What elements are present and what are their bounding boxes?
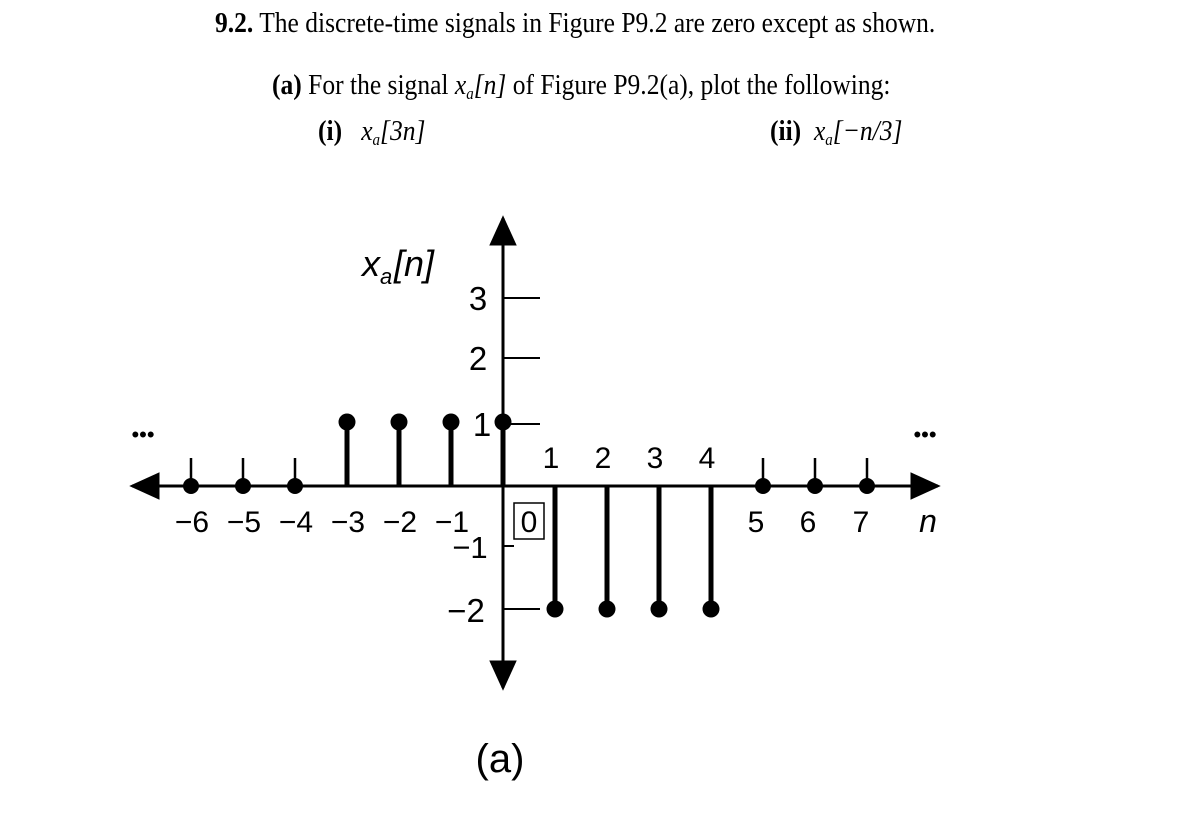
item-ii-label: (ii) [770, 115, 802, 147]
stem-dot-nneg4 [287, 478, 303, 494]
y-tick-label-1: 1 [472, 406, 492, 443]
stem-dot-n7 [859, 478, 875, 494]
y-label-symbol: x [362, 243, 380, 284]
stem-dot-n5 [755, 478, 771, 494]
figure-caption: (a) [475, 737, 525, 781]
x-tick-label-7: 7 [852, 506, 870, 539]
y-label-subscript: a [380, 264, 393, 289]
y-axis-label [360, 243, 435, 289]
y-tick-label-neg1: −1 [452, 530, 488, 565]
x-tick-label-neg1: −1 [434, 506, 470, 539]
item-ii-arg: [−n/3] [832, 115, 903, 147]
x-tick-label-neg6: −6 [174, 506, 210, 539]
y-tick-label-3: 3 [468, 280, 488, 317]
continuation-left: ••• [131, 422, 155, 447]
x-tick-label-2: 2 [594, 442, 612, 475]
stem-dot-nneg1 [443, 414, 460, 431]
item-i-arg: [3n] [380, 115, 426, 147]
part-a-text-before: For the signal [308, 69, 455, 101]
x-axis-label: n [919, 503, 937, 539]
stem-dot-nneg6 [183, 478, 199, 494]
problem-number: 9.2. [215, 7, 254, 39]
stem-dot-n1 [547, 601, 564, 618]
stem-dot-nneg5 [235, 478, 251, 494]
part-a-signal-subscript: a [466, 84, 474, 103]
item-ii-symbol: x [813, 115, 826, 147]
x-tick-label-neg4: −4 [278, 506, 314, 539]
stem-dot-n6 [807, 478, 823, 494]
part-a-signal-symbol: x [454, 69, 467, 101]
part-a-text-after: of Figure P9.2(a), plot the following: [506, 69, 891, 101]
x-tick-label-6: 6 [799, 506, 817, 539]
y-label-arg: [n] [394, 243, 435, 284]
y-tick-label-2: 2 [468, 340, 488, 377]
stem-dot-nneg3 [339, 414, 356, 431]
x-tick-label-neg5: −5 [226, 506, 262, 539]
y-tick-label-neg2: −2 [447, 592, 485, 629]
stem-dot-n0 [495, 414, 512, 431]
x-tick-label-3: 3 [646, 442, 664, 475]
stem-dot-nneg2 [391, 414, 408, 431]
problem-text: The discrete-time signals in Figure P9.2 are zero except as shown. [259, 7, 936, 39]
item-i-symbol: x [361, 115, 373, 147]
x-tick-label-neg3: −3 [330, 506, 366, 539]
x-tick-label-5: 5 [747, 506, 765, 539]
item-i-label: (i) [318, 115, 343, 147]
continuation-right: ••• [913, 422, 937, 447]
x-tick-label-0: 0 [520, 506, 538, 539]
stem-dot-n3 [651, 601, 668, 618]
stem-dot-n4 [703, 601, 720, 618]
x-tick-label-1: 1 [542, 442, 560, 475]
part-a-label: (a) [272, 69, 302, 101]
item-ii-subscript: a [825, 130, 833, 149]
x-tick-label-4: 4 [698, 442, 716, 475]
stem-dot-n2 [599, 601, 616, 618]
part-a-signal-arg: [n] [473, 69, 507, 101]
x-tick-label-neg2: −2 [382, 506, 418, 539]
item-i-subscript: a [372, 130, 381, 149]
